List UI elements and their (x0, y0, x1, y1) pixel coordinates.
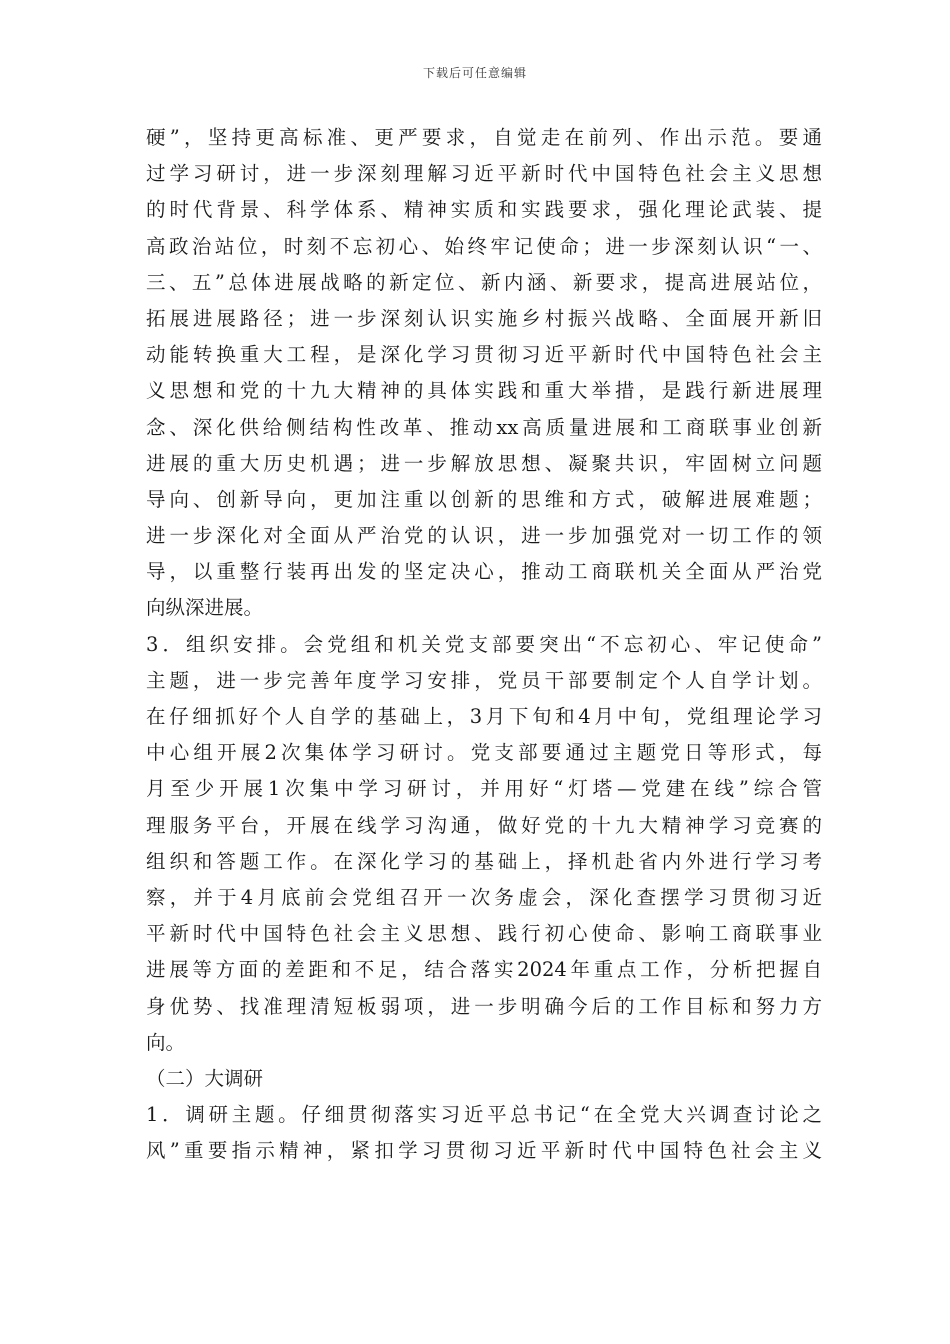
text-line: 平新时代中国特色社会主义思想、践行初心使命、影响工商联事业 (146, 922, 822, 946)
text-line: 进展等方面的差距和不足，结合落实2024年重点工作，分析把握自 (146, 958, 822, 982)
text-line: 向纵深进展。 (146, 596, 264, 620)
text-line: （二）大调研 (146, 1066, 264, 1090)
text-line: 组织和答题工作。在深化学习的基础上，择机赴省内外进行学习考 (146, 849, 822, 873)
text-line: 进一步深化对全面从严治党的认识，进一步加强党对一切工作的领 (146, 524, 822, 548)
text-line: 导向、创新导向，更加注重以创新的思维和方式，破解进展难题； (146, 487, 822, 511)
text-line: 中心组开展2次集体学习研讨。党支部要通过主题党日等形式，每 (146, 741, 822, 765)
text-line: 高政治站位，时刻不忘初心、始终牢记使命；进一步深刻认识“一、 (146, 234, 822, 258)
text-line: 理服务平台，开展在线学习沟通，做好党的十九大精神学习竞赛的 (146, 813, 822, 837)
text-line: 身优势、找准理清短板弱项，进一步明确今后的工作目标和努力方 (146, 994, 822, 1018)
text-line: 的时代背景、科学体系、精神实质和实践要求，强化理论武装、提 (146, 198, 822, 222)
text-line: 风”重要指示精神，紧扣学习贯彻习近平新时代中国特色社会主义 (146, 1139, 822, 1163)
text-line: 拓展进展路径；进一步深刻认识实施乡村振兴战略、全面展开新旧 (146, 306, 822, 330)
text-line: 动能转换重大工程，是深化学习贯彻习近平新时代中国特色社会主 (146, 343, 822, 367)
text-line: 察，并于4月底前会党组召开一次务虚会，深化查摆学习贯彻习近 (146, 885, 822, 909)
text-line: 月至少开展1次集中学习研讨，并用好“灯塔—党建在线”综合管 (146, 777, 822, 801)
document-body (146, 120, 822, 1169)
text-line: 念、深化供给侧结构性改革、推动xx高质量进展和工商联事业创新 (146, 415, 822, 439)
text-line: 在仔细抓好个人自学的基础上，3月下旬和4月中旬，党组理论学习 (146, 705, 822, 728)
text-line: 三、五”总体进展战略的新定位、新内涵、新要求，提高进展站位， (146, 270, 822, 294)
text-line: 1．调研主题。仔细贯彻落实习近平总书记“在全党大兴调查讨论之 (146, 1103, 822, 1127)
text-line: 进展的重大历史机遇；进一步解放思想、凝聚共识，牢固树立问题 (146, 451, 822, 475)
page-header: 下载后可任意编辑 (422, 66, 527, 80)
text-line: 过学习研讨，进一步深刻理解习近平新时代中国特色社会主义思想 (146, 162, 822, 186)
text-line: 主题，进一步完善年度学习安排，党员干部要制定个人自学计划。 (146, 668, 822, 692)
text-line: 硬”，坚持更高标准、更严要求，自觉走在前列、作出示范。要通 (146, 126, 822, 149)
text-line: 3．组织安排。会党组和机关党支部要突出“不忘初心、牢记使命” (146, 632, 822, 656)
text-line: 向。 (146, 1030, 186, 1054)
text-line: 导，以重整行装再出发的坚定决心，推动工商联机关全面从严治党 (146, 560, 822, 584)
text-line: 义思想和党的十九大精神的具体实践和重大举措，是践行新进展理 (146, 379, 822, 403)
